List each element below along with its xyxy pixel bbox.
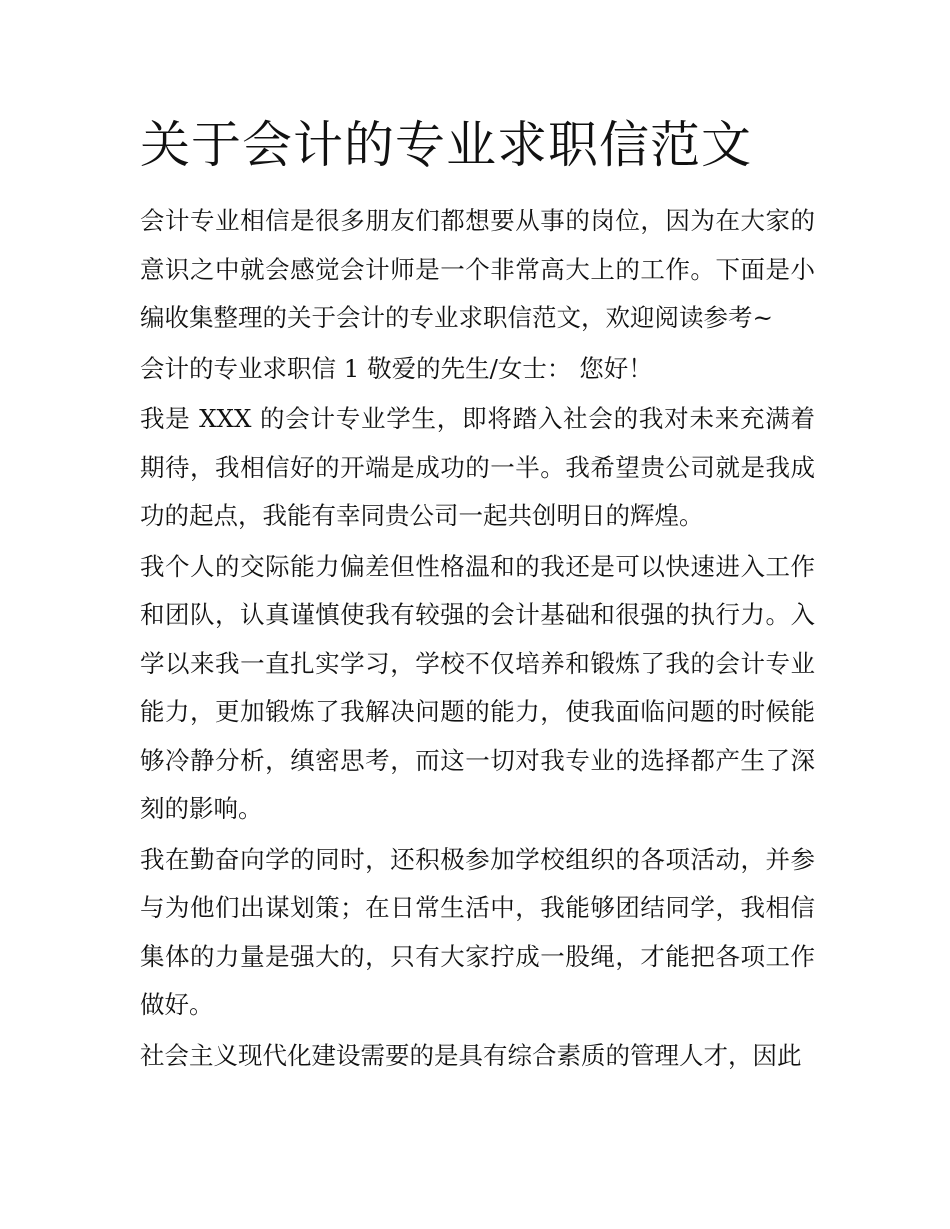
paragraph-activities: 我在勤奋向学的同时，还积极参加学校组织的各项活动，并参与为他们出谋划策；在日常生活中，我能够团结同学，我相信集体的力量是强大的，只有大家拧成一股绳，才能把各项工作做好。 (140, 844, 815, 1019)
paragraph-closing-partial: 社会主义现代化建设需要的是具有综合素质的管理人才，因此 (140, 1040, 802, 1070)
paragraph-salutation: 会计的专业求职信 1 敬爱的先生/女士： 您好！ (140, 353, 653, 383)
paragraph-self-intro: 我是 XXX 的会计专业学生，即将踏入社会的我对未来充满着期待，我相信好的开端是成功的一半。我希望贵公司就是我成功的起点，我能有幸同贵公司一起共创明日的辉煌。 (140, 404, 815, 530)
document-title: 关于会计的专业求职信范文 (140, 116, 752, 174)
paragraph-intro: 会计专业相信是很多朋友们都想要从事的岗位，因为在大家的意识之中就会感觉会计师是一个非常高大上的工作。下面是小编收集整理的关于会计的专业求职信范文，欢迎阅读参考~ (140, 206, 815, 332)
paragraph-abilities: 我个人的交际能力偏差但性格温和的我还是可以快速进入工作和团队，认真谨慎使我有较强的会计基础和很强的执行力。入学以来我一直扎实学习，学校不仅培养和锻炼了我的会计专业能力，更加锻炼了我解决问题的能力，使我面临问题的时候能够冷静分析，缜密思考，而这一切对我专业的选择都产生了深刻的影响。 (140, 551, 815, 823)
document-body (140, 197, 815, 1082)
